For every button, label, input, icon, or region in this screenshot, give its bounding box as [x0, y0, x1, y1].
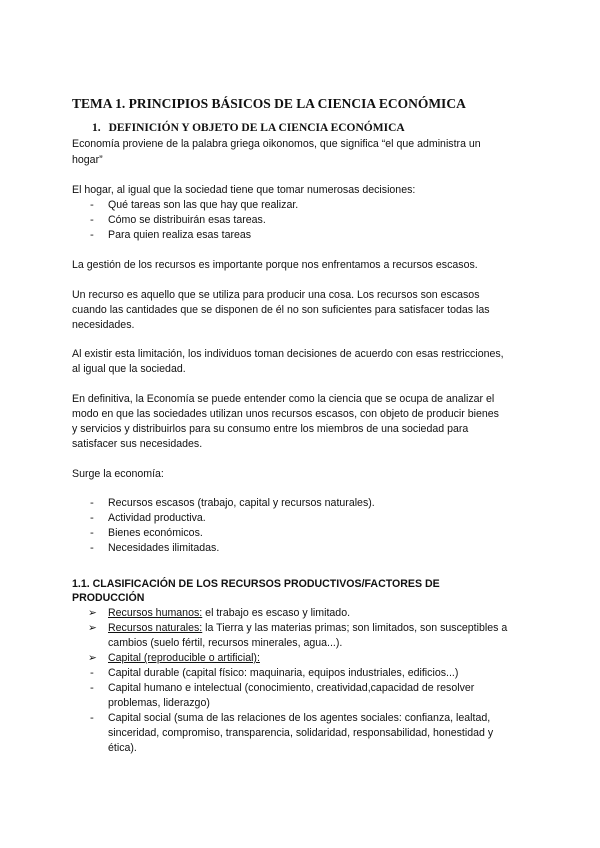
paragraph-definicion-line2: modo en que las sociedades utilizan unos recursos escasos, con objeto de producir bienes — [72, 408, 499, 420]
paragraph-limitacion-line1: Al existir esta limitación, los individuos toman decisiones de acuerdo con esas restricciones, — [72, 348, 504, 360]
paragraph-surge: Surge la economía: — [72, 468, 164, 480]
section-number: 1. — [92, 122, 101, 134]
paragraph-limitacion-line2: al igual que la sociedad. — [72, 363, 186, 375]
term-description: el trabajo es escaso y limitado. — [205, 607, 351, 619]
term-recursos-naturales: Recursos naturales: — [108, 622, 203, 634]
term-capital: Capital (reproducible o artificial): — [108, 652, 260, 664]
page-title: TEMA 1. PRINCIPIOS BÁSICOS DE LA CIENCIA ECONÓMICA — [72, 96, 466, 111]
list-dash: - — [90, 497, 94, 509]
paragraph-definicion-line4: satisfacer sus necesidades. — [72, 438, 203, 450]
paragraph-recurso-line2: cuando las cantidades que se disponen de él no son suficientes para satisfacer todas las — [72, 304, 490, 316]
list-dash: - — [90, 229, 94, 241]
list-item: Qué tareas son las que hay que realizar. — [108, 199, 299, 211]
list-item-capital-social-line1: Capital social (suma de las relaciones de los agentes sociales: confianza, lealtad, — [108, 712, 491, 724]
term-description: la Tierra y las materias primas; son limitados, son susceptibles a — [205, 622, 508, 634]
section-heading — [92, 121, 405, 136]
list-item-recursos-naturales — [108, 621, 507, 636]
list-dash: - — [90, 712, 94, 724]
list-dash: - — [90, 667, 94, 679]
list-item-capital-social-line2: sinceridad, compromiso, transparencia, solidaridad, responsabilidad, honestidad y — [108, 727, 494, 739]
list-dash: - — [90, 682, 94, 694]
subsection-heading-line2: PRODUCCIÓN — [72, 592, 145, 604]
paragraph-definicion-line3: y servicios y distribuirlos para su consumo entre los miembros de una sociedad para — [72, 423, 469, 435]
paragraph-etymology-line1: Economía proviene de la palabra griega oikonomos, que significa “el que administra un — [72, 138, 481, 150]
list-item-capital-social-line3: ética). — [108, 742, 137, 754]
list-item: Actividad productiva. — [108, 512, 206, 524]
list-dash: - — [90, 527, 94, 539]
arrow-bullet-icon: ➢ — [88, 607, 97, 619]
list-dash: - — [90, 199, 94, 211]
list-item: Cómo se distribuirán esas tareas. — [108, 214, 266, 226]
list-dash: - — [90, 512, 94, 524]
paragraph-recurso-line1: Un recurso es aquello que se utiliza para producir una cosa. Los recursos son escasos — [72, 289, 480, 301]
paragraph-gestion: La gestión de los recursos es importante porque nos enfrentamos a recursos escasos. — [72, 259, 478, 271]
section-heading-text: DEFINICIÓN Y OBJETO DE LA CIENCIA ECONÓMICA — [108, 122, 405, 134]
list-item-capital-durable: Capital durable (capital físico: maquinaria, equipos industriales, edificios...) — [108, 667, 459, 679]
term-recursos-humanos: Recursos humanos: — [108, 607, 203, 619]
list-dash: - — [90, 214, 94, 226]
list-item-recursos-humanos — [108, 606, 350, 621]
paragraph-hogar: El hogar, al igual que la sociedad tiene que tomar numerosas decisiones: — [72, 184, 416, 196]
paragraph-etymology-line2: hogar” — [72, 154, 103, 166]
list-item: Para quien realiza esas tareas — [108, 229, 252, 241]
paragraph-definicion-line1: En definitiva, la Economía se puede entender como la ciencia que se ocupa de analizar el — [72, 393, 495, 405]
list-dash: - — [90, 542, 94, 554]
list-item: Recursos escasos (trabajo, capital y recursos naturales). — [108, 497, 375, 509]
arrow-bullet-icon: ➢ — [88, 622, 97, 634]
list-item: Bienes económicos. — [108, 527, 203, 539]
list-item-capital-humano-line2: problemas, liderazgo) — [108, 697, 210, 709]
list-item-capital-humano-line1: Capital humano e intelectual (conocimiento, creatividad,capacidad de resolver — [108, 682, 475, 694]
subsection-heading-line1: 1.1. CLASIFICACIÓN DE LOS RECURSOS PRODUCTIVOS/FACTORES DE — [72, 578, 440, 590]
term-description-continued: cambios (suelo fértil, recursos minerales, agua...). — [108, 637, 343, 649]
paragraph-recurso-line3: necesidades. — [72, 319, 135, 331]
arrow-bullet-icon: ➢ — [88, 652, 97, 664]
list-item: Necesidades ilimitadas. — [108, 542, 220, 554]
